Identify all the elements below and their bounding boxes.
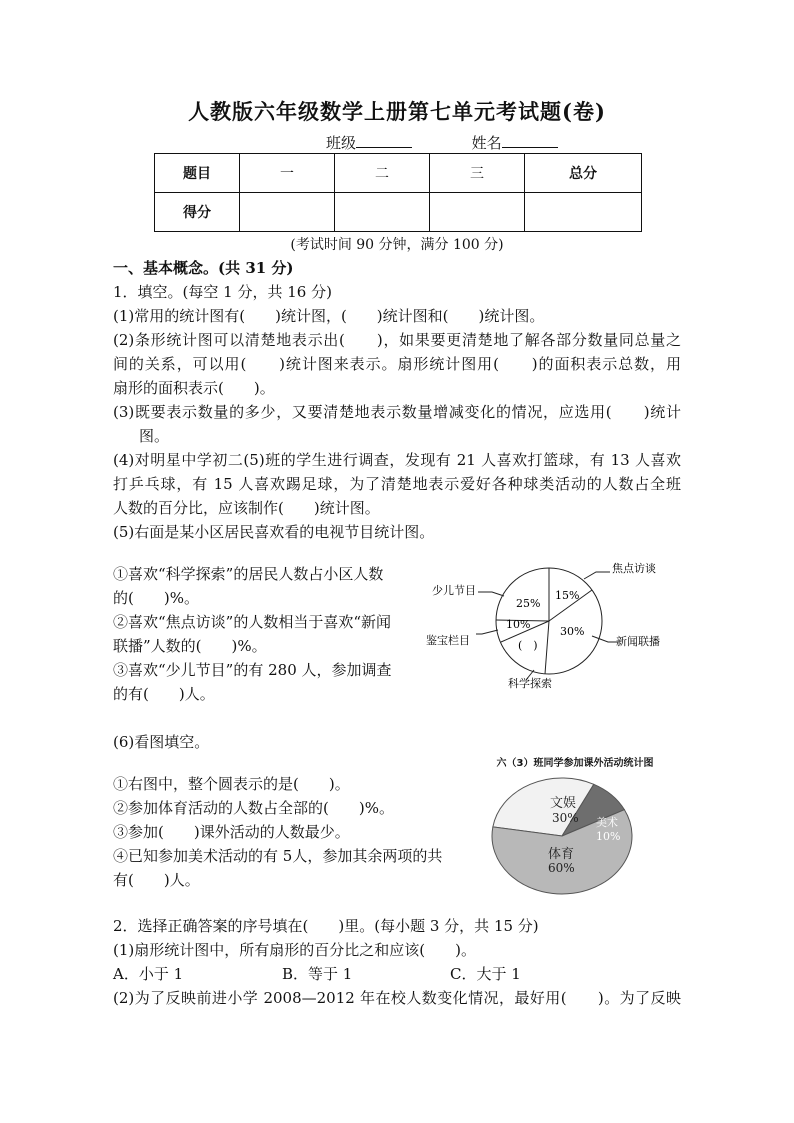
label-science: 科学探索 [508,677,552,690]
sub-question: 的有( )人。 [113,685,215,703]
question-text: 打乒乓球，有 15 人喜欢踢足球，为了清楚地表示爱好各种球类活动的人数占全班 [113,475,681,493]
slice-pct-news: 30% [560,625,585,638]
question-text: 扇形的面积表示( )。 [113,379,275,397]
question-text: 间的关系，可以用( )统计图来表示。扇形统计图用( )的面积表示总数，用 [113,355,681,373]
pct-wenyu: 30% [552,811,579,825]
slice-pct-treasure: 10% [506,618,531,631]
label-treasure: 鉴宝栏目 [426,634,470,647]
score-header-cell: 一 [240,154,335,193]
question-text: (1)扇形统计图中，所有扇形的百分比之和应该( )。 [113,941,476,959]
sub-question: ②喜欢“焦点访谈”的人数相当于喜欢“新闻 [113,613,392,631]
score-cell [525,193,642,232]
label-focus: 焦点访谈 [612,562,656,575]
score-cell [240,193,335,232]
question-title: 1．填空。(每空 1 分，共 16 分) [113,283,332,301]
score-header-cell: 题目 [155,154,240,193]
sub-question: ①右图中，整个圆表示的是( )。 [113,775,350,793]
question-text: 人数的百分比，应该制作( )统计图。 [113,499,380,517]
question-text: (1)常用的统计图有( )统计图，( )统计图和( )统计图。 [113,307,545,325]
sub-question: 有( )人。 [113,871,200,889]
question-text: (3)既要表示数量的多少，又要清楚地表示数量增减变化的情况，应选用( )统计 [113,403,681,421]
score-table-header-row [155,154,642,193]
leader-line [584,572,610,579]
question-text: (2)为了反映前进小学 2008—2012 年在校人数变化情况，最好用( )。为了反映 [113,989,681,1007]
score-table-row [155,193,642,232]
slice-pct-kids: 25% [516,597,541,610]
class-blank [356,133,412,148]
label-tiyu: 体育 [548,847,575,862]
sub-question: ②参加体育活动的人数占全部的( )%。 [113,799,394,817]
option-a: A．小于 1 [113,965,184,983]
exam-note: (考试时间 90 分钟，满分 100 分) [290,237,504,253]
pct-tiyu: 60% [548,861,575,875]
score-row-label: 得分 [155,193,240,232]
score-header-cell: 三 [430,154,525,193]
pct-meishu: 10% [596,830,621,843]
activity-pie-chart [490,770,640,902]
leader-line [476,630,498,634]
leader-line [478,592,504,596]
question-text: (4)对明星中学初二(5)班的学生进行调查，发现有 21 人喜欢打篮球，有 13 人喜欢 [113,451,681,469]
question-text: 图。 [139,427,170,445]
option-c: C．大于 1 [450,965,521,983]
sub-question: ③喜欢“少儿节目”的有 280 人，参加调查 [113,661,392,679]
name-label: 姓名 [471,134,502,152]
option-b: B．等于 1 [282,965,353,983]
score-header-cell: 总分 [525,154,642,193]
label-wenyu: 文娱 [550,796,577,811]
slice-pct-focus: 15% [555,589,580,602]
tv-program-pie-chart [414,552,684,702]
sub-question: 的( )%。 [113,589,199,607]
name-blank [502,133,558,148]
sub-question: ④已知参加美术活动的有 5人，参加其余两项的共 [113,847,443,865]
label-news: 新闻联播 [616,635,660,648]
question-title: 2．选择正确答案的序号填在( )里。(每小题 3 分，共 15 分) [113,917,539,935]
student-info [326,132,558,153]
score-cell [430,193,525,232]
score-cell [335,193,430,232]
score-header-cell: 二 [335,154,430,193]
question-text: (2)条形统计图可以清楚地表示出( )，如果要更清楚地了解各部分数量同总量之 [113,331,681,349]
sub-question: ③参加( )课外活动的人数最少。 [113,823,350,841]
label-meishu: 美术 [596,816,618,829]
section-heading: 一、基本概念。(共 31 分) [113,259,294,277]
question-text: (6)看图填空。 [113,733,210,751]
score-table [154,153,642,232]
page-title: 人教版六年级数学上册第七单元考试题(卷) [188,99,606,124]
activity-chart-title: 六（3）班同学参加课外活动统计图 [496,758,654,769]
slice-pct-science: ( ) [518,639,538,652]
label-kids: 少儿节目 [432,584,476,597]
class-label: 班级 [326,134,357,152]
question-text: (5)右面是某小区居民喜欢看的电视节目统计图。 [113,523,435,541]
sub-question: ①喜欢“科学探索”的居民人数占小区人数 [113,565,384,583]
sub-question: 联播”人数的( )%。 [113,637,267,655]
